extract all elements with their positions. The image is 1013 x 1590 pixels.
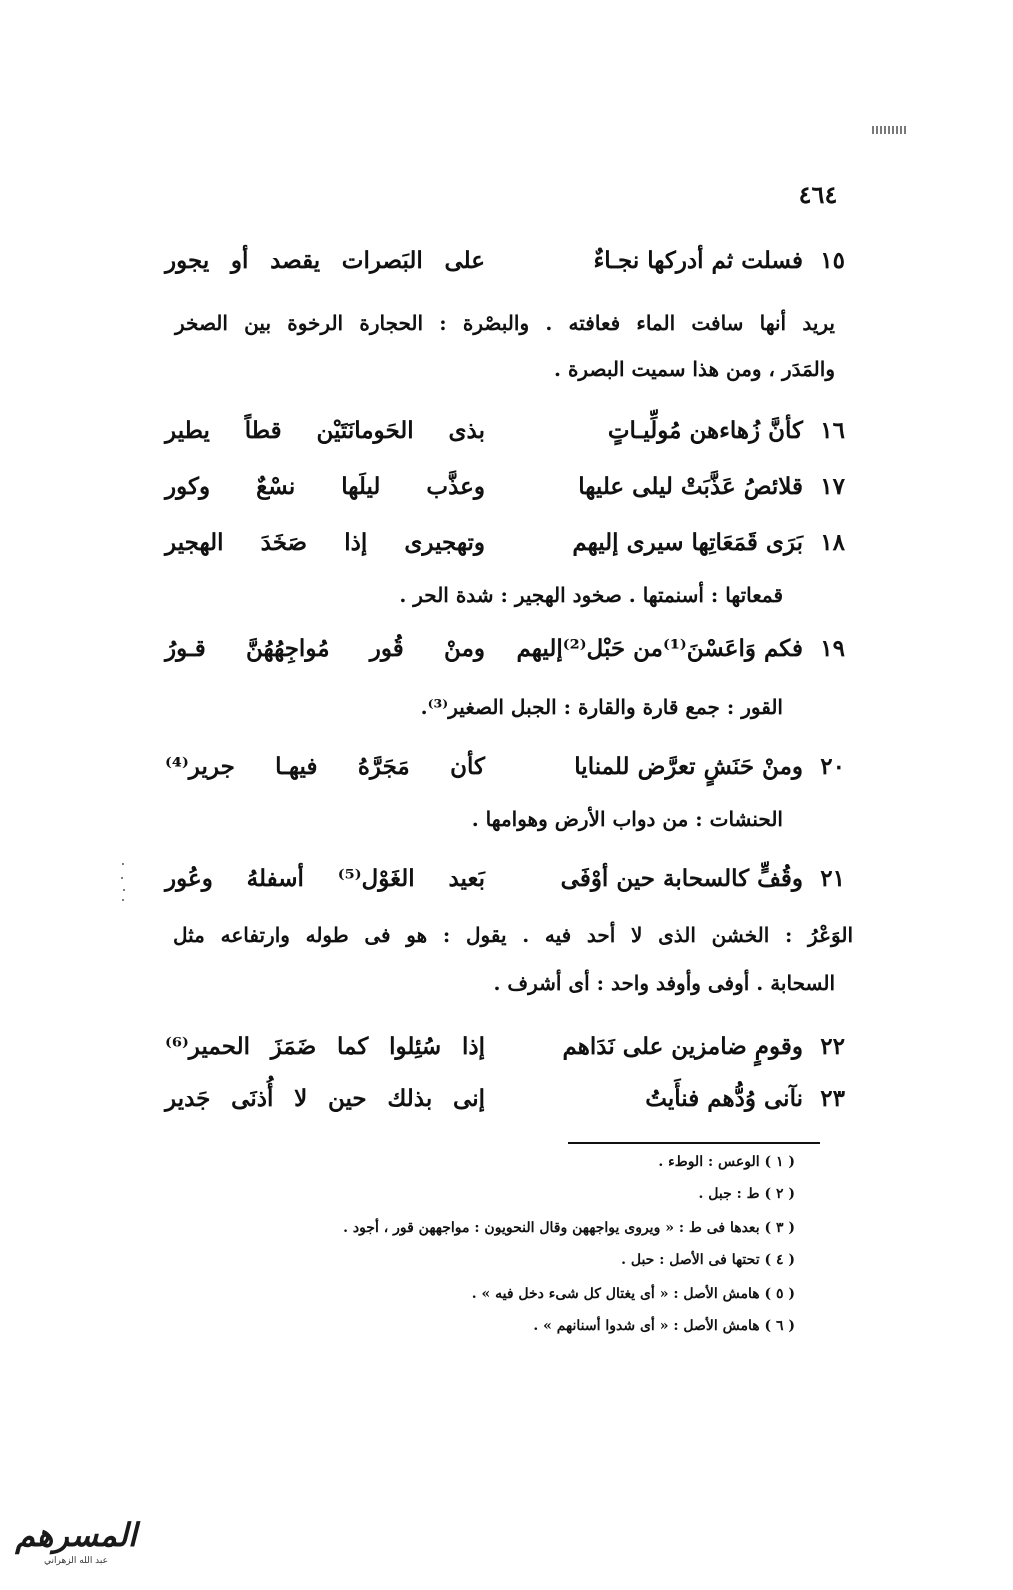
verse-15 — [165, 240, 845, 280]
verse-first-hemistich: فسلت ثم أدركها نجـاءٌ — [593, 246, 803, 274]
verse-second-hemistich: على البَصرات يقصد أو يجور — [165, 246, 485, 274]
verse-first-hemistich: ومنْ حَنَشٍ تعرَّض للمنايا — [574, 752, 803, 780]
verse-second-hemistich: وتهجيرى إذا صَخَدَ الهجير — [165, 528, 485, 556]
verse-first-hemistich: كأنَّ زُهاءهن مُولِّيـاتٍ — [607, 416, 803, 444]
footnote-4: ( ٤ ) تحتها فى الأصل : حبل . — [621, 1252, 795, 1268]
verse-21 — [165, 858, 845, 898]
footnote-1: ( ١ ) الوعس : الوطء . — [658, 1154, 795, 1170]
footnote-2: ( ٢ ) ط : جبل . — [698, 1186, 795, 1202]
verse-number: ١٦ — [820, 416, 845, 444]
verse-number: ٢٣ — [820, 1084, 845, 1112]
verse-second-hemistich: بَعيد الغَوْل⁽⁵⁾ أسفلهُ وعُور — [165, 864, 485, 892]
commentary-line: الوَعْرُ : الخشن الذى لا أحد فيه . يقول : هو فى طوله وارتفاعه مثل — [173, 923, 853, 947]
footnote-3: ( ٣ ) بعدها فى ط : « ويروى يواجههن وقال النحويون : مواجههن قور ، أجود . — [343, 1220, 795, 1236]
verse-16 — [165, 410, 845, 450]
verse-second-hemistich: إنى بذلك حين لا أُذنَى جَدير — [165, 1084, 485, 1112]
verse-20 — [165, 746, 845, 786]
scan-artifact — [872, 126, 906, 134]
commentary-line: الحنشات : من دواب الأرض وهوامها . — [471, 807, 783, 831]
commentary-line: السحابة . أوفى وأوفد واحد : أى أشرف . — [493, 971, 835, 995]
verse-first-hemistich: وقومٍ ضامزين على نَدَاهم — [562, 1032, 803, 1060]
verse-number: ١٨ — [820, 528, 845, 556]
verse-number: ٢٢ — [820, 1032, 845, 1060]
publisher-logo — [6, 1510, 146, 1576]
verse-23 — [165, 1078, 845, 1118]
verse-number: ١٧ — [820, 472, 845, 500]
verse-18 — [165, 522, 845, 562]
footnote-6: ( ٦ ) هامش الأصل : « أى شدوا أسنانهم » . — [533, 1318, 795, 1334]
verse-second-hemistich: كأن مَجَرَّهُ فيهـا جرير⁽⁴⁾ — [165, 752, 485, 780]
logo-subtext: عبد الله الزهراني — [43, 1556, 108, 1566]
commentary-line: يريد أنها سافت الماء فعافته . والبصْرة : الحجارة الرخوة بين الصخر — [175, 311, 835, 335]
verse-second-hemistich: ومنْ قُور مُواجِهُهُنَّ قـورُ — [165, 634, 485, 662]
commentary-line: والمَدَر ، ومن هذا سميت البصرة . — [554, 357, 835, 381]
page-number: ٤٦٤ — [798, 180, 838, 209]
verse-first-hemistich: نآنى وُدُّهم فنأَيتُ — [645, 1084, 803, 1112]
verse-number: ٢٠ — [820, 752, 845, 780]
verse-first-hemistich: وقُفٍّ كالسحابة حين أوْفَى — [560, 864, 803, 892]
verse-22 — [165, 1026, 845, 1066]
footnote-5: ( ٥ ) هامش الأصل : « أى يغتال كل شىء دخل فيه » . — [471, 1286, 795, 1302]
verse-second-hemistich: بذى الحَومانَتَيْن قطاً يطير — [165, 416, 485, 444]
scan-speckle — [120, 860, 126, 904]
commentary-line: القور : جمع قارة والقارة : الجبل الصغير⁽³⁾. — [420, 695, 783, 719]
verse-19 — [165, 628, 845, 668]
footnote-divider — [568, 1142, 820, 1144]
logo-text: المسرهم — [15, 1516, 137, 1554]
verse-second-hemistich: وعذَّب ليلَها نسْعٌ وكور — [165, 472, 485, 500]
verse-first-hemistich: فكم وَاعَسْنَ⁽¹⁾من حَبْل⁽²⁾إليهم — [516, 634, 803, 662]
commentary-line: قمعاتها : أسنمتها . صخود الهجير : شدة الحر . — [399, 583, 783, 607]
verse-number: ١٥ — [820, 246, 845, 274]
verse-first-hemistich: قلائصُ عَذَّبَتْ ليلى عليها — [578, 472, 803, 500]
verse-number: ٢١ — [820, 864, 845, 892]
verse-second-hemistich: إذا سُئِلوا كما ضَمَزَ الحمير⁽⁶⁾ — [165, 1032, 485, 1060]
verse-first-hemistich: بَرَى قَمَعَاتِها سيرى إليهم — [572, 528, 803, 556]
verse-17 — [165, 466, 845, 506]
verse-number: ١٩ — [820, 634, 845, 662]
